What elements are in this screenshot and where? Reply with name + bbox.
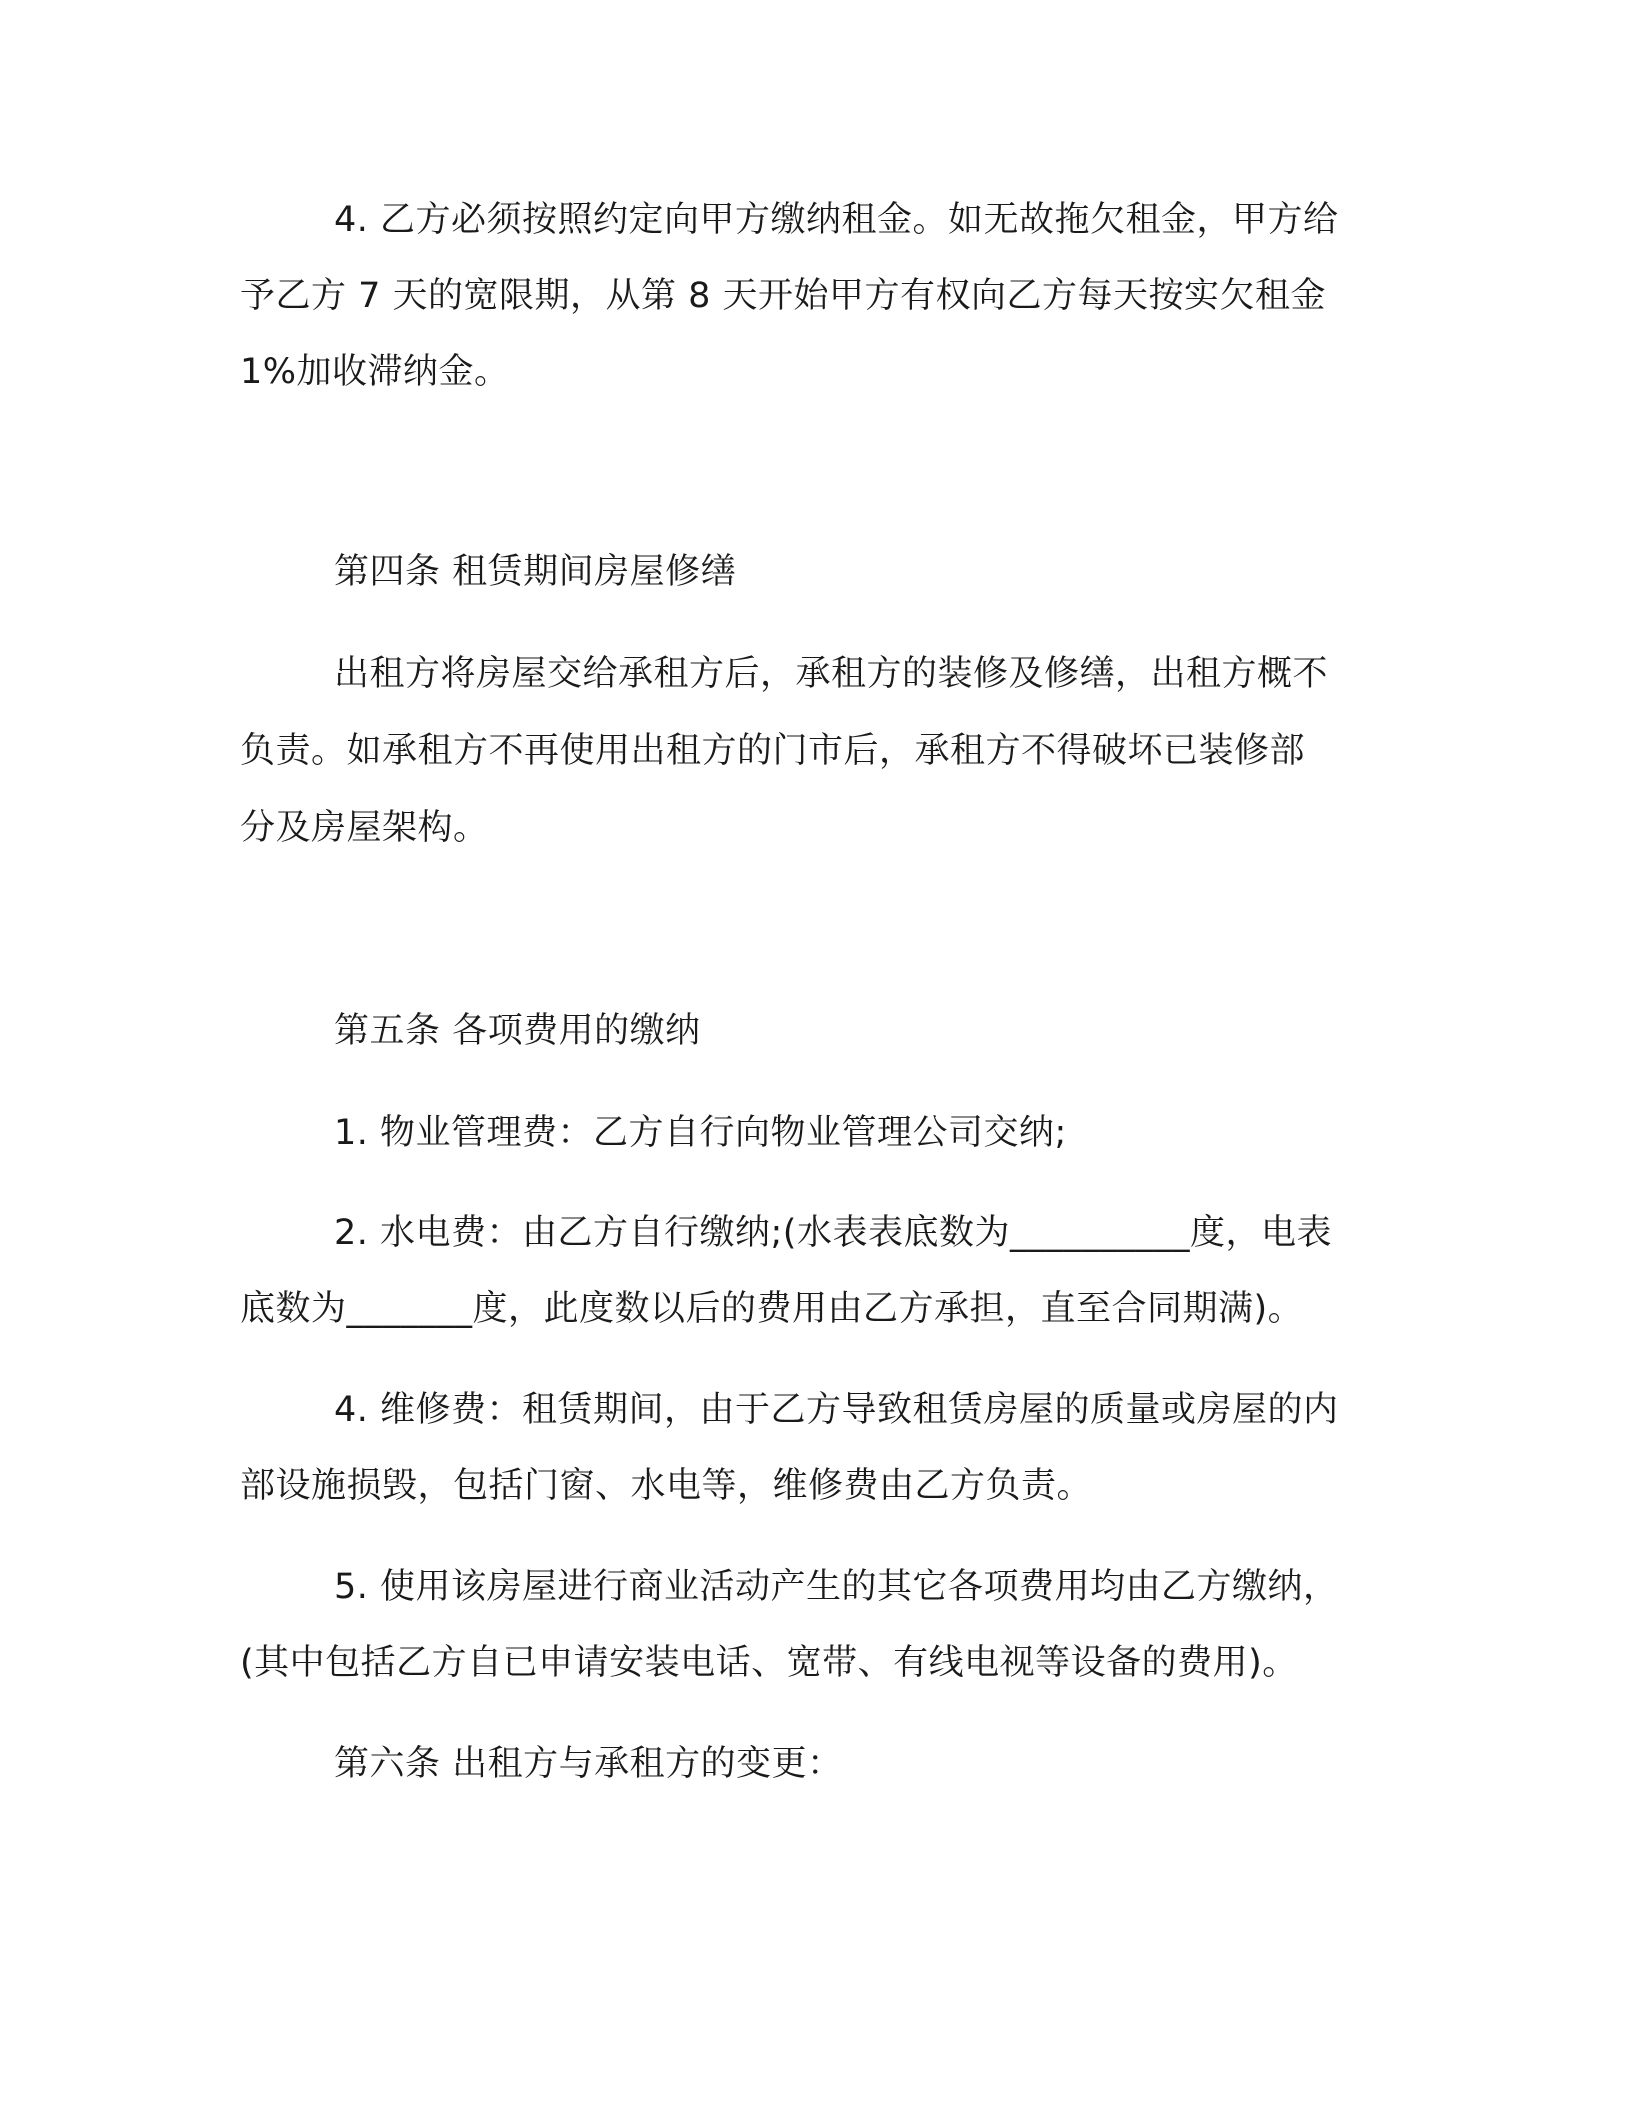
text-line: 予乙方 7 天的宽限期，从第 8 天开始甲方有权向乙方每天按实欠租金	[240, 276, 1327, 316]
section-heading: 第六条 出租方与承租方的变更：	[334, 1744, 843, 1784]
text-line: 部设施损毁，包括门窗、水电等，维修费由乙方负责。	[240, 1466, 1093, 1506]
text-line: 4. 乙方必须按照约定向甲方缴纳租金。如无故拖欠租金，甲方给	[334, 200, 1339, 240]
text-line: 负责。如承租方不再使用出租方的门市后，承租方不得破坏已装修部	[240, 731, 1306, 771]
text-line: (其中包括乙方自已申请安装电话、宽带、有线电视等设备的费用)。	[240, 1643, 1298, 1683]
text-line: 5. 使用该房屋进行商业活动产生的其它各项费用均由乙方缴纳，	[334, 1567, 1339, 1607]
text-line: 1. 物业管理费：乙方自行向物业管理公司交纳;	[334, 1113, 1067, 1153]
section-heading: 第四条 租赁期间房屋修缮	[334, 552, 737, 592]
text-line: 底数为_______度，此度数以后的费用由乙方承担，直至合同期满)。	[240, 1289, 1304, 1329]
text-line: 1%加收滞纳金。	[240, 352, 510, 392]
text-line: 分及房屋架构。	[240, 808, 489, 848]
section-heading: 第五条 各项费用的缴纳	[334, 1011, 701, 1051]
text-line: 4. 维修费：租赁期间，由于乙方导致租赁房屋的质量或房屋的内	[334, 1390, 1339, 1430]
text-line: 2. 水电费：由乙方自行缴纳;(水表表底数为__________度，电表	[334, 1213, 1332, 1253]
text-line: 出租方将房屋交给承租方后，承租方的装修及修缮，出租方概不	[334, 654, 1329, 694]
